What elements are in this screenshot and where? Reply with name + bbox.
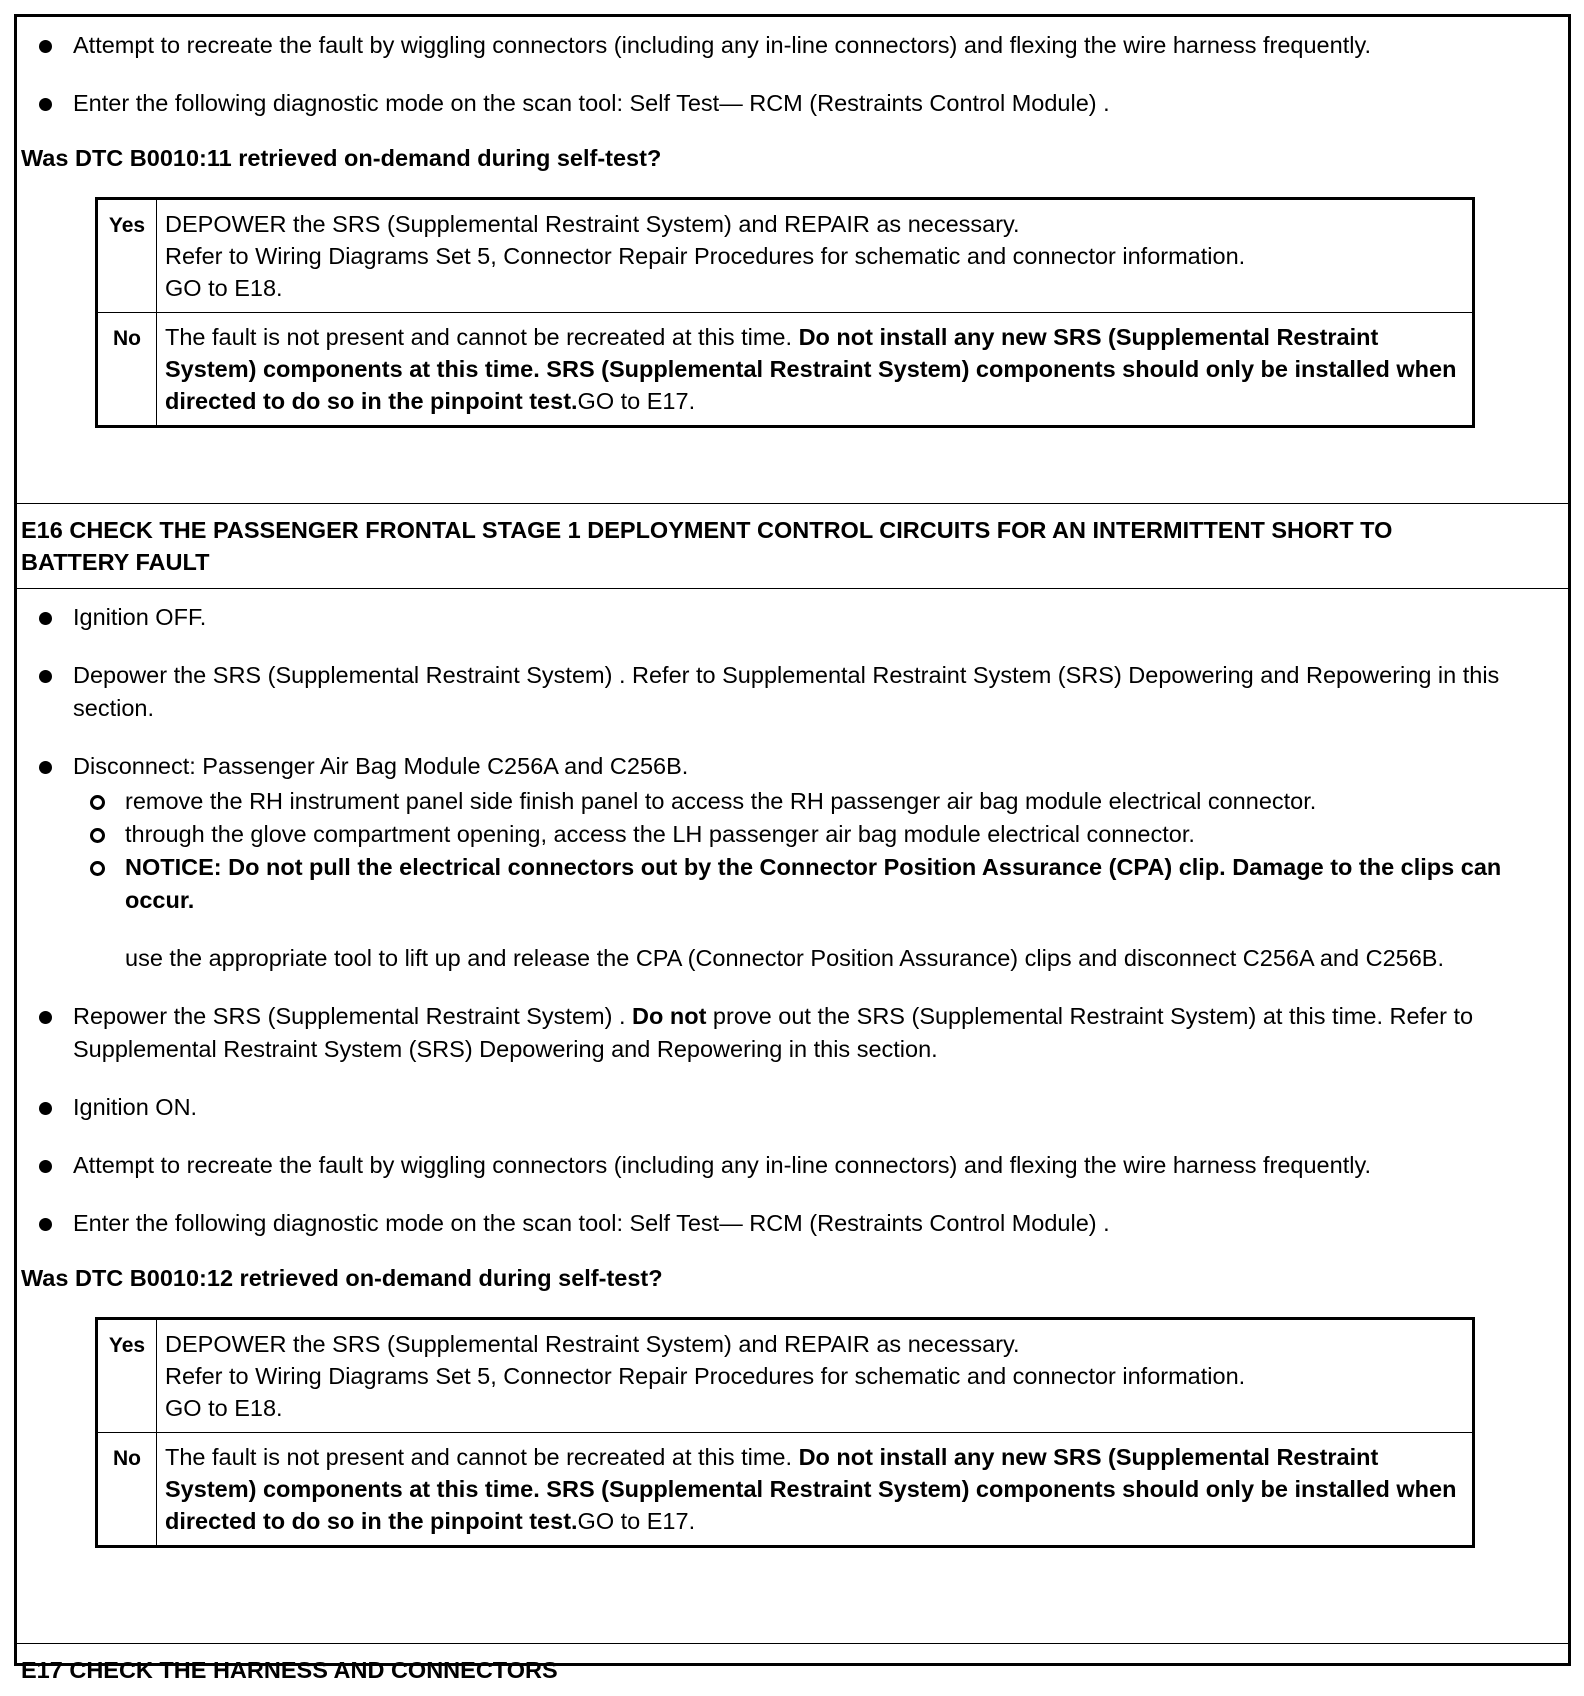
cpa-instruction: use the appropriate tool to lift up and release the CPA (Connector Position Assurance) clips and disconnect C256A and C256B. xyxy=(125,945,1444,971)
bullet-icon xyxy=(39,98,52,111)
notice-text: NOTICE: Do not pull the electrical connectors out by the Connector Position Assurance (CPA) clip. Damage to the clips can occur. xyxy=(125,854,1502,913)
bullet-icon xyxy=(39,1011,52,1024)
step-e17-heading: E17 CHECK THE HARNESS AND CONNECTORS xyxy=(21,1657,558,1683)
no-action: The fault is not present and cannot be recreated at this time. Do not install any new SRS (Supplemental Restraint System) components at this time. SRS (Supplemental Restraint System) components should only be installed when directed to do so in the pinpoint test.GO to E17. xyxy=(157,313,1474,427)
step-e16-section xyxy=(17,589,1568,1644)
no-label: No xyxy=(97,1433,157,1547)
list-item: Ignition OFF. xyxy=(17,601,1568,634)
circle-bullet-icon xyxy=(90,861,105,876)
yes-label: Yes xyxy=(97,1319,157,1433)
list-item: Depower the SRS (Supplemental Restraint System) . Refer to Supplemental Restraint System (SRS) Depowering and Repowering in this section. xyxy=(17,659,1568,725)
answer-table xyxy=(95,1317,1475,1548)
step-e16-heading: E16 CHECK THE PASSENGER FRONTAL STAGE 1 DEPLOYMENT CONTROL CIRCUITS FOR AN INTERMITTENT SHORT TO BATTERY FAULT xyxy=(17,504,1568,589)
circle-bullet-icon xyxy=(90,795,105,810)
list-item: remove the RH instrument panel side finish panel to access the RH passenger air bag module electrical connector. xyxy=(70,785,1568,818)
bullet-icon xyxy=(39,1160,52,1173)
bullet-icon xyxy=(39,1102,52,1115)
list-item: Attempt to recreate the fault by wiggling connectors (including any in-line connectors) and flexing the wire harness frequently. xyxy=(17,1149,1568,1182)
previous-step-section xyxy=(17,17,1568,504)
bullet-icon xyxy=(39,40,52,53)
no-label: No xyxy=(97,313,157,427)
yes-action: DEPOWER the SRS (Supplemental Restraint System) and REPAIR as necessary. Refer to Wiring Diagrams Set 5, Connector Repair Procedures for schematic and connector information. GO to E18. xyxy=(157,199,1474,313)
step-e16-list xyxy=(17,601,1568,1240)
list-item: Repower the SRS (Supplemental Restraint System) . Do not prove out the SRS (Supplemental Restraint System) at this time. Refer to Supplemental Restraint System (SRS) Depowering and Repowering in this section. xyxy=(17,1000,1568,1066)
list-item: through the glove compartment opening, access the LH passenger air bag module electrical connector. xyxy=(70,818,1568,851)
list-item: Attempt to recreate the fault by wiggling connectors (including any in-line connectors) and flexing the wire harness frequently. xyxy=(17,29,1568,62)
disconnect-substeps xyxy=(73,785,1568,975)
previous-step-list xyxy=(17,29,1568,120)
yes-action: DEPOWER the SRS (Supplemental Restraint System) and REPAIR as necessary. Refer to Wiring Diagrams Set 5, Connector Repair Procedures for schematic and connector information. GO to E18. xyxy=(157,1319,1474,1433)
circle-bullet-icon xyxy=(90,828,105,843)
bullet-icon xyxy=(39,670,52,683)
list-item: Disconnect: Passenger Air Bag Module C256A and C256B. remove the RH instrument panel side finish panel to access the RH passenger air bag module electrical connector. through the glove compartment opening, access the LH passenger air bag module electrical connector. NOTICE: Do not pull the electrical connectors out by the Connector Position Assurance (CPA) clip. Damage to the clips can occur. use the appropriate tool to lift up and release the CPA (Connector Position Assurance) clips and disconnect C256A and C256B. xyxy=(17,750,1568,975)
list-item: Enter the following diagnostic mode on the scan tool: Self Test— RCM (Restraints Control Module) . xyxy=(17,1207,1568,1240)
bullet-icon xyxy=(39,1218,52,1231)
table-row xyxy=(97,1433,1474,1547)
no-action: The fault is not present and cannot be recreated at this time. Do not install any new SRS (Supplemental Restraint System) components at this time. SRS (Supplemental Restraint System) components should only be installed when directed to do so in the pinpoint test.GO to E17. xyxy=(157,1433,1474,1547)
document-page xyxy=(14,14,1571,1683)
table-row xyxy=(97,199,1474,313)
yes-label: Yes xyxy=(97,199,157,313)
list-item xyxy=(70,851,1568,975)
table-row xyxy=(97,313,1474,427)
bullet-icon xyxy=(39,612,52,625)
answer-table xyxy=(95,197,1475,428)
bullet-icon xyxy=(39,761,52,774)
question-text: Was DTC B0010:12 retrieved on-demand during self-test? xyxy=(21,1265,663,1291)
list-item: Enter the following diagnostic mode on the scan tool: Self Test— RCM (Restraints Control Module) . xyxy=(17,87,1568,120)
question-text: Was DTC B0010:11 retrieved on-demand during self-test? xyxy=(21,145,662,171)
list-item: Ignition ON. xyxy=(17,1091,1568,1124)
table-row xyxy=(97,1319,1474,1433)
